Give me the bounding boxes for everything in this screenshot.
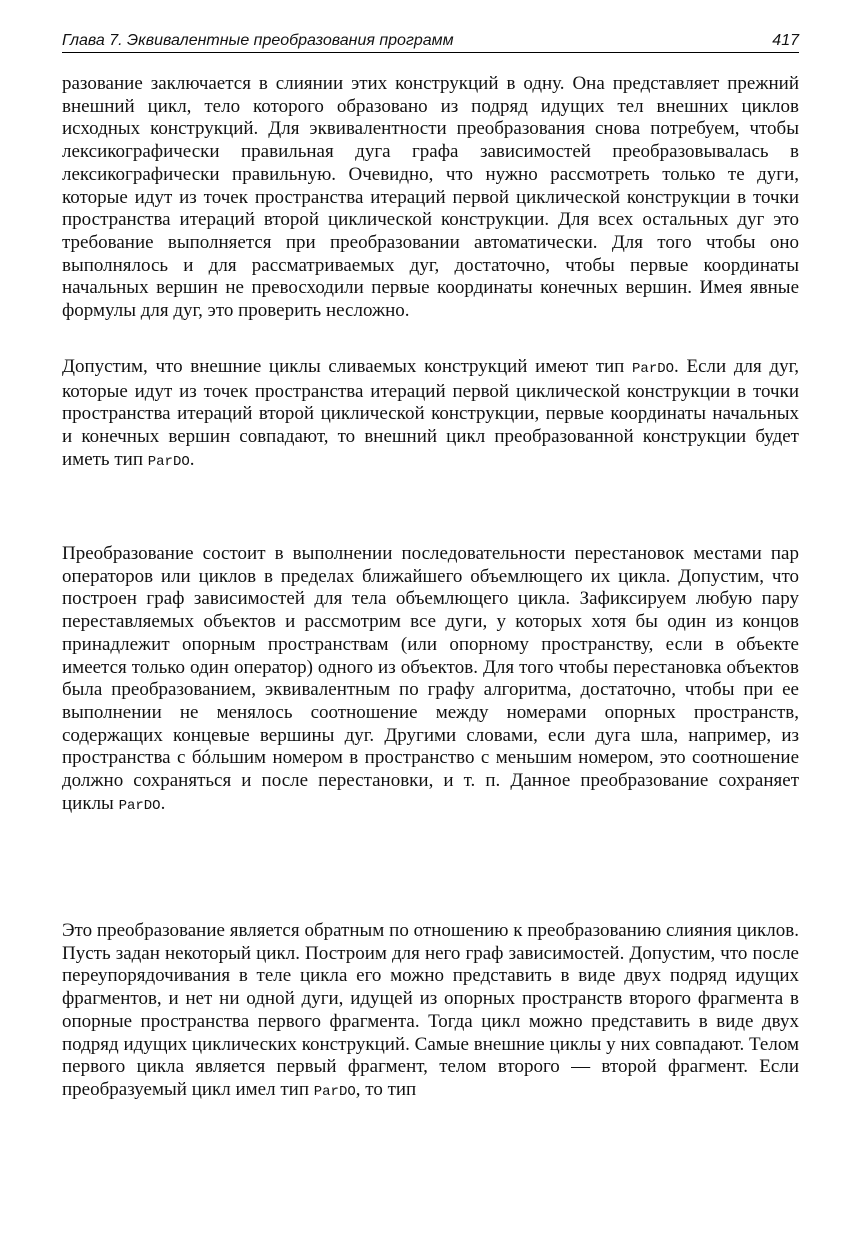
paragraph-text: Допустим, что внешние циклы сливаемых конструкций имеют тип: [62, 356, 633, 377]
paragraph-fusion-conditions: [62, 73, 799, 323]
paragraph-text: разование заключается в слиянии этих конструкций в одну. Она представляет прежний внешний цикл, тело которого образовано из подряд идущих тел внешних циклов исходных конструкций. Для эквивалентности преобразования снова потребуем, чтобы лексикографически правильная дуга графа зависимостей преобразовывалась в лексикографически правильную. Очевидно, что нужно рассмотреть только те дуги, которые идут из точек пространства итераций первой циклической конструкции в точки пространства итераций второй циклической конструкции. Для всех остальных дуг это требование выполняется при преобразовании автоматически. Для того чтобы оно выполнялось и для рассматриваемых дуг, достаточно, чтобы первые координаты начальных вершин не превосходили первые координаты конечных вершин. Имея явные формулы для дуг, это проверить несложно.: [62, 73, 799, 322]
page-number: 417: [772, 32, 799, 49]
running-header: [62, 30, 799, 53]
code-keyword: ParDO: [632, 361, 675, 377]
paragraph-loop-splitting: [62, 920, 799, 1104]
paragraph-permutation: [62, 543, 799, 817]
paragraph-text: Это преобразование является обратным по отношению к преобразованию слияния циклов. Пусть задан некоторый цикл. Построим для него граф зависимостей. Допустим, что после переупорядочивания в теле цикла его можно представить в виде двух подряд идущих фрагментов, и нет ни одной дуги, идущей из опорных пространств второго фрагмента в опорные пространства первого фрагмента. Тогда цикл можно представить в виде двух подряд идущих циклических конструкций. Самые внешние циклы у них совпадают. Телом первого цикла является первый фрагмент, телом второго — второй фрагмент. Если преобразуемый цикл имел тип: [62, 920, 799, 1100]
code-keyword: ParDO: [147, 453, 190, 470]
paragraph-text: Преобразование состоит в выполнении последовательности перестановок местами пар операторов или циклов в пределах ближайшего объемлющего их цикла. Допустим, что построен граф зависимостей для тела объемлющего цикла. Зафиксируем любую пару переставляемых объектов и рассмотрим все дуги, у которых хотя бы один из концов принадлежит опорным пространствам (или опорному пространству, если в объекте имеется только один оператор) одного из объектов. Для того чтобы перестановка объектов была преобразованием, эквивалентным по графу алгоритма, достаточно, чтобы при ее выполнении не менялось соотношение между номерами опорных пространств, содержащих концевые вершины дуг. Другими словами, если дуга шла, например, из пространства с бóльшим номером в пространство с меньшим номером, это соотношение должно сохраняться и после перестановки, и т. п. Данное преобразование сохраняет циклы: [62, 543, 799, 814]
code-keyword: ParDO: [118, 797, 161, 814]
paragraph-text: , то тип: [355, 1078, 417, 1100]
paragraph-text: .: [189, 448, 195, 470]
chapter-title: Глава 7. Эквивалентные преобразования программ: [62, 32, 454, 49]
paragraph-pardo-fusion: [62, 356, 799, 474]
paragraph-text: .: [160, 792, 166, 814]
code-keyword: ParDO: [313, 1083, 356, 1100]
paragraph-text: . Если для дуг, которые идут из точек пространства итераций первой циклической конструкции в точки пространства итераций второй циклической конструкции, первые координаты начальных и конечных вершин совпадают, то внешний цикл преобразованной конструкции будет иметь тип: [62, 356, 799, 470]
